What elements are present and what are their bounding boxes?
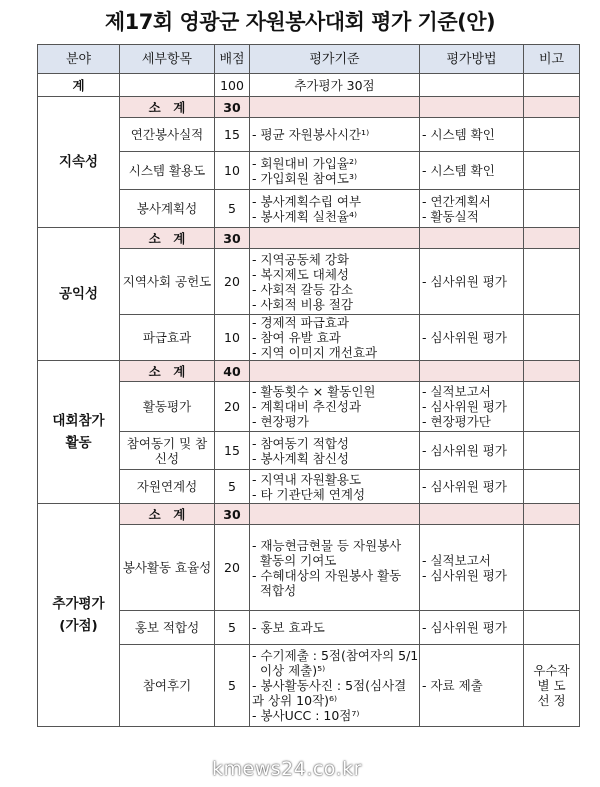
item-criteria xyxy=(250,249,420,315)
item-name: 지역사회 공헌도 xyxy=(120,249,215,315)
header-item: 세부항목 xyxy=(120,45,215,74)
item-name: 파급효과 xyxy=(120,315,215,361)
item-criteria xyxy=(250,432,420,470)
item-row xyxy=(38,470,580,504)
item-note xyxy=(524,470,580,504)
item-row xyxy=(38,152,580,190)
item-score: 20 xyxy=(215,382,250,432)
criteria-line: - 재능현금현물 등 자원봉사 xyxy=(252,537,402,553)
item-row xyxy=(38,190,580,228)
header-method: 평가방법 xyxy=(420,45,524,74)
method-line: - 시스템 확인 xyxy=(422,163,495,178)
item-method xyxy=(420,118,524,152)
subtotal-label: 소 계 xyxy=(120,361,215,382)
item-note xyxy=(524,152,580,190)
item-row xyxy=(38,315,580,361)
total-row xyxy=(38,74,580,97)
item-note xyxy=(524,611,580,645)
category-cell: 추가평가 (가점) xyxy=(38,504,120,727)
method-line: - 심사위원 평가 xyxy=(422,479,507,494)
item-name: 자원연계성 xyxy=(120,470,215,504)
criteria-line: - 참여동기 적합성 xyxy=(252,435,349,451)
item-criteria xyxy=(250,118,420,152)
criteria-line: - 봉사UCC : 10점⁷⁾ xyxy=(252,708,360,723)
item-row xyxy=(38,249,580,315)
criteria-line: - 활동횟수 × 활동인원 xyxy=(252,384,376,399)
item-note: 우수작 별 도 선 정 xyxy=(524,645,580,727)
subtotal-label: 소 계 xyxy=(120,504,215,525)
item-method xyxy=(420,611,524,645)
criteria-line: - 현장평가 xyxy=(252,414,309,429)
criteria-line: - 사회적 갈등 감소 xyxy=(252,281,353,297)
total-label: 계 xyxy=(38,74,120,97)
item-name: 시스템 활용도 xyxy=(120,152,215,190)
item-method xyxy=(420,525,524,611)
evaluation-table xyxy=(37,44,580,727)
item-method xyxy=(420,190,524,228)
item-score: 5 xyxy=(215,470,250,504)
item-score: 20 xyxy=(215,525,250,611)
method-line: - 심사위원 평가 xyxy=(422,567,507,583)
item-note xyxy=(524,190,580,228)
page-title: 제17회 영광군 자원봉사대회 평가 기준(안) xyxy=(104,10,496,34)
total-score: 100 xyxy=(215,74,250,97)
item-note xyxy=(524,315,580,361)
item-row xyxy=(38,611,580,645)
item-criteria xyxy=(250,611,420,645)
item-note xyxy=(524,382,580,432)
item-note xyxy=(524,249,580,315)
category-cell: 지속성 xyxy=(38,97,120,228)
subtotal-row xyxy=(38,504,580,525)
watermark: kmews24.co.kr xyxy=(212,758,362,780)
criteria-line: - 지역내 자원활용도 xyxy=(252,471,362,487)
item-criteria xyxy=(250,525,420,611)
criteria-line: - 타 기관단체 연계성 xyxy=(252,486,366,502)
item-name: 참여동기 및 참신성 xyxy=(120,432,215,470)
item-method xyxy=(420,315,524,361)
method-line: - 심사위원 평가 xyxy=(422,274,507,289)
criteria-line: 과 상위 10작)⁶⁾ xyxy=(252,693,338,708)
criteria-line: - 참여 유발 효과 xyxy=(252,330,341,345)
header-category: 분야 xyxy=(38,45,120,74)
item-name: 연간봉사실적 xyxy=(120,118,215,152)
criteria-line: - 지역공동체 강화 xyxy=(252,251,349,267)
subtotal-row xyxy=(38,361,580,382)
subtotal-row xyxy=(38,97,580,118)
method-line: - 시스템 확인 xyxy=(422,127,495,142)
item-criteria xyxy=(250,190,420,228)
method-line: - 활동실적 xyxy=(422,208,479,224)
criteria-line: - 봉사계획 참신성 xyxy=(252,450,349,466)
criteria-line: - 평균 자원봉사시간¹⁾ xyxy=(252,127,370,142)
criteria-line: - 홍보 효과도 xyxy=(252,620,325,635)
item-row xyxy=(38,118,580,152)
criteria-line: - 수기제출 : 5점(참여자의 5/1 xyxy=(252,648,419,663)
item-criteria xyxy=(250,470,420,504)
criteria-line: - 경제적 파급효과 xyxy=(252,315,349,330)
item-method xyxy=(420,152,524,190)
criteria-line: - 봉사계획 실천율⁴⁾ xyxy=(252,208,358,224)
item-row xyxy=(38,382,580,432)
criteria-line: - 가입회원 참여도³⁾ xyxy=(252,170,358,186)
method-line: - 연간계획서 xyxy=(422,193,491,209)
criteria-line: - 계획대비 추진성과 xyxy=(252,399,362,414)
method-line: - 심사위원 평가 xyxy=(422,399,507,414)
method-line: - 실적보고서 xyxy=(422,384,491,399)
item-score: 5 xyxy=(215,611,250,645)
criteria-line: - 지역 이미지 개선효과 xyxy=(252,345,378,360)
criteria-line: 적합성 xyxy=(252,582,297,598)
criteria-line: - 수혜대상의 자원봉사 활동 xyxy=(252,567,402,583)
subtotal-label: 소 계 xyxy=(120,228,215,249)
header-score: 배점 xyxy=(215,45,250,74)
item-score: 15 xyxy=(215,118,250,152)
subtotal-score: 30 xyxy=(215,228,250,249)
item-method xyxy=(420,382,524,432)
subtotal-score: 30 xyxy=(215,504,250,525)
total-criteria: 추가평가 30점 xyxy=(250,74,420,97)
item-criteria xyxy=(250,315,420,361)
criteria-line: 이상 제출)⁵⁾ xyxy=(252,663,326,678)
item-row xyxy=(38,645,580,727)
criteria-line: - 사회적 비용 절감 xyxy=(252,296,353,312)
item-name: 봉사활동 효율성 xyxy=(120,525,215,611)
item-name: 홍보 적합성 xyxy=(120,611,215,645)
item-score: 20 xyxy=(215,249,250,315)
item-method xyxy=(420,645,524,727)
method-line: - 심사위원 평가 xyxy=(422,330,507,345)
header-criteria: 평가기준 xyxy=(250,45,420,74)
item-score: 5 xyxy=(215,645,250,727)
method-line: - 현장평가단 xyxy=(422,414,491,429)
item-note xyxy=(524,118,580,152)
item-method xyxy=(420,432,524,470)
item-row xyxy=(38,525,580,611)
item-criteria xyxy=(250,645,420,727)
item-name: 활동평가 xyxy=(120,382,215,432)
subtotal-score: 30 xyxy=(215,97,250,118)
method-line: - 자료 제출 xyxy=(422,678,483,693)
subtotal-label: 소 계 xyxy=(120,97,215,118)
item-row xyxy=(38,432,580,470)
subtotal-row xyxy=(38,228,580,249)
header-row xyxy=(38,45,580,74)
subtotal-score: 40 xyxy=(215,361,250,382)
method-line: - 실적보고서 xyxy=(422,552,491,568)
criteria-line: - 복지제도 대체성 xyxy=(252,266,349,282)
item-score: 15 xyxy=(215,432,250,470)
item-criteria xyxy=(250,382,420,432)
item-score: 10 xyxy=(215,152,250,190)
item-note xyxy=(524,525,580,611)
criteria-line: - 봉사계획수립 여부 xyxy=(252,193,362,209)
criteria-line: 활동의 기여도 xyxy=(252,552,337,568)
item-method xyxy=(420,470,524,504)
item-name: 참여후기 xyxy=(120,645,215,727)
item-score: 5 xyxy=(215,190,250,228)
item-name: 봉사계획성 xyxy=(120,190,215,228)
method-line: - 심사위원 평가 xyxy=(422,443,507,458)
criteria-line: - 회원대비 가입율²⁾ xyxy=(252,155,358,171)
category-cell: 대회참가 활동 xyxy=(38,361,120,504)
method-line: - 심사위원 평가 xyxy=(422,620,507,635)
item-method xyxy=(420,249,524,315)
criteria-line: - 봉사활동사진 : 5점(심사결 xyxy=(252,678,407,693)
category-cell: 공익성 xyxy=(38,228,120,361)
header-note: 비고 xyxy=(524,45,580,74)
item-note xyxy=(524,432,580,470)
item-criteria xyxy=(250,152,420,190)
item-score: 10 xyxy=(215,315,250,361)
